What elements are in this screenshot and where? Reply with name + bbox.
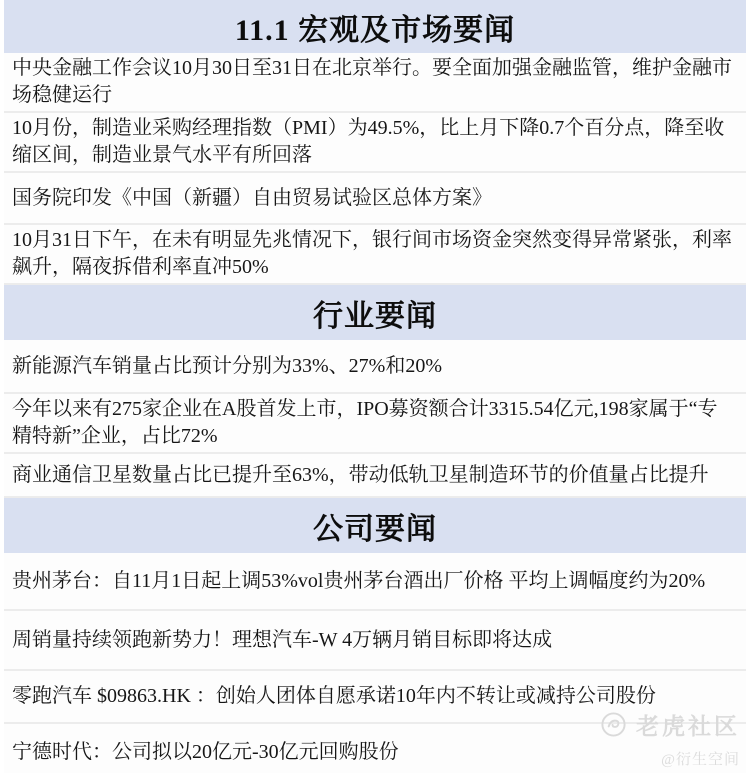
news-row [4,173,746,225]
news-row [4,113,746,173]
news-text: 国务院印发《中国（新疆）自由贸易试验区总体方案》 [12,186,492,209]
watermark-brand-text: 老虎社区 [636,714,740,739]
tiger-community-watermark [600,708,740,769]
news-row [4,225,746,285]
news-text: 10月31日下午，在未有明显先兆情况下，银行间市场资金突然变得异常紧张，利率飙升，隔夜拆借利率直冲50% [12,229,732,278]
news-text: 零跑汽车 $09863.HK ：创始人团体自愿承诺10年内不转让或减持公司股份 [12,685,656,707]
news-text: 周销量持续领跑新势力！理想汽车-W 4万辆月销目标即将达成 [12,628,553,651]
watermark-handle-text: @衍生空间 [661,752,740,768]
news-text: 商业通信卫星数量占比已提升至63%，带动低轨卫星制造环节的价值量占比提升 [12,463,709,486]
section-header-company [4,498,746,553]
tiger-logo-icon [600,711,627,738]
section-title: 11.1 宏观及市场要闻 [234,13,516,47]
news-row [4,611,746,671]
watermark-brand-line [600,708,740,741]
news-row [4,553,746,611]
news-row [4,340,746,394]
news-row [4,394,746,454]
news-text: 新能源汽车销量占比预计分别为33%、27%和20% [12,354,442,377]
news-text: 中央金融工作会议10月30日至31日在北京举行。要全面加强金融监管，维护金融市场稳健运行 [12,57,732,106]
section-header-industry [4,285,746,340]
section-title: 公司要闻 [313,512,437,546]
news-text: 贵州茅台：自11月1日起上调53%vol贵州茅台酒出厂价格 平均上调幅度约为20% [12,569,706,592]
section-header-macro-market [4,0,746,53]
section-title: 行业要闻 [313,299,437,333]
news-text: 宁德时代：公司拟以20亿元-30亿元回购股份 [12,741,399,763]
news-row [4,53,746,113]
news-text: 今年以来有275家企业在A股首发上市，IPO募资额合计3315.54亿元,198家属于“专精特新”企业，占比72% [12,398,718,447]
news-row [4,454,746,498]
news-text: 10月份，制造业采购经理指数（PMI）为49.5%，比上月下降0.7个百分点，降至收缩区间，制造业景气水平有所回落 [12,117,725,166]
